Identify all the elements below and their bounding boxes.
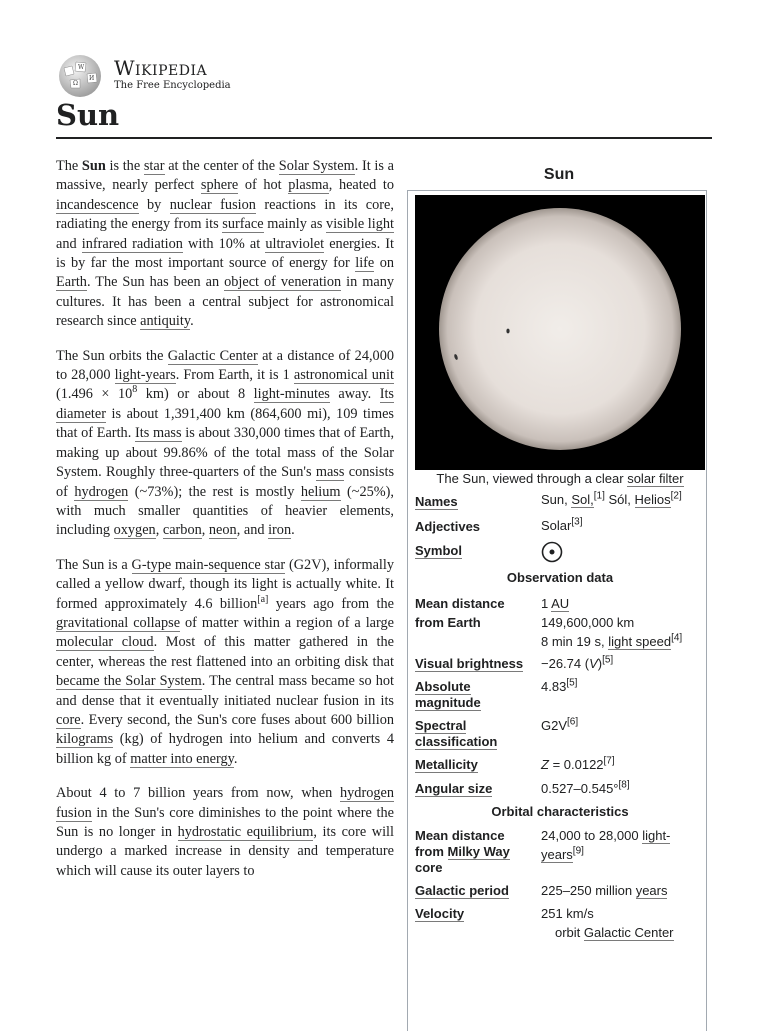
text-run: . From Earth, it is 1 [175, 367, 294, 384]
text-run: , [201, 522, 209, 539]
link-sol[interactable]: Sol, [571, 492, 594, 507]
text-run: in the Sun's core diminishes to the point where the Sun is no longer in [56, 804, 394, 840]
page-title: Sun [56, 98, 120, 132]
solar-filter-link[interactable]: solar filter [627, 471, 684, 486]
text-run: (~73%); the rest is mostly [128, 483, 301, 500]
text-run: The Sun orbits the [56, 347, 168, 364]
link-milky-way[interactable]: Milky Way [447, 844, 510, 859]
image-caption [407, 471, 713, 486]
value-galactic-period: 225–250 million years [541, 883, 668, 898]
label-metallicity[interactable]: Metallicity [415, 757, 478, 772]
article-link[interactable]: sphere [200, 177, 239, 194]
superscript: [a] [257, 593, 269, 605]
svg-text:W: W [78, 64, 85, 71]
text-run: reactions in its core, radiating the energy from its [56, 196, 394, 233]
article-link[interactable]: Its diameter [56, 386, 394, 422]
text-run: is about 330,000 times that of Earth, making up about 99.86% of the total mass of the Solar System. Roughly three-quarters of the Sun's [56, 425, 395, 481]
text-run: of hot [238, 177, 289, 194]
site-tagline: The Free Encyclopedia [114, 80, 231, 91]
caption-text: The Sun, viewed through a clear [436, 471, 628, 486]
label-symbol[interactable]: Symbol [415, 543, 462, 558]
text-run: at a distance of 24,000 to 28,000 [56, 347, 395, 384]
value-velocity: 251 km/s orbit Galactic Center [541, 906, 674, 940]
text-run: at the center of the [164, 158, 279, 174]
observation-data-header: Observation data [506, 570, 614, 585]
text-run: . Every second, the Sun's core fuses about 600 billion [80, 711, 394, 728]
link-au[interactable]: AU [551, 596, 570, 611]
text-run: . The Sun has been an [86, 274, 225, 291]
text-run: (kg) of hydrogen into helium and converts 4 billion kg of [56, 731, 394, 767]
value-mean-distance-mw: 24,000 to 28,000 light- years[9] [541, 828, 671, 862]
value-metallicity: Z = 0.0122[7] [541, 755, 615, 772]
link-light-speed[interactable]: light speed [608, 634, 672, 649]
superscript: 8 [132, 384, 138, 396]
label-velocity[interactable]: Velocity [415, 906, 465, 921]
article-link[interactable]: life [355, 255, 375, 272]
text-run: . [233, 750, 238, 767]
text-run: . [190, 313, 194, 330]
article-link[interactable]: kilograms [56, 731, 114, 748]
link-helios[interactable]: Helios [634, 492, 671, 507]
article-link[interactable]: plasma [288, 177, 329, 194]
value-visual-brightness: −26.74 (V)[5] [541, 654, 614, 671]
text-run: (1.496 × 10 [56, 386, 133, 403]
link-years[interactable]: years [635, 883, 668, 898]
value-spectral: G2V[6] [541, 716, 579, 733]
text-run: with 10% at [182, 235, 266, 252]
text-run: is about 1,391,400 km (864,600 mi), 109 times that of Earth. [56, 405, 394, 442]
text-run: The Sun is a [56, 556, 132, 573]
article-link[interactable]: became the Solar System [56, 673, 202, 690]
article-link[interactable]: gravitational collapse [56, 614, 181, 631]
title-rule [56, 137, 712, 139]
article-link[interactable]: object of veneration [224, 274, 342, 291]
text-run: About 4 to 7 billion years from now, when [56, 785, 340, 802]
label-adjectives: Adjectives [415, 519, 481, 534]
site-header [56, 54, 356, 98]
link-galactic-center[interactable]: Galactic Center [583, 925, 674, 940]
value-names: Sun, Sol,[1] Sól, Helios[2] [541, 490, 682, 507]
article-link[interactable]: star [143, 158, 165, 174]
value-adjectives: Solar[3] [541, 516, 583, 533]
text-run: , and [236, 522, 269, 539]
paragraph-1 [56, 157, 394, 332]
text-run: , heated to [328, 177, 394, 194]
article-link[interactable]: light-years [114, 367, 176, 384]
article-link[interactable]: surface [222, 216, 264, 233]
svg-text:И: И [89, 75, 95, 82]
article-link[interactable]: oxygen [113, 522, 156, 539]
text-run: , its core will undergo a marked increase in density and temperature which will cause its outer layers to [56, 824, 394, 879]
article-link[interactable]: carbon [162, 522, 202, 539]
article-link[interactable]: infrared radiation [81, 235, 183, 252]
link-light-years[interactable]: light- [642, 828, 671, 843]
link-years-mw[interactable]: years [541, 847, 573, 862]
bold-term: Sun [81, 158, 106, 174]
text-run: , [155, 522, 163, 539]
text-run: by [138, 196, 170, 213]
wikipedia-globe-logo[interactable] [56, 54, 104, 98]
label-absolute-magnitude[interactable]: Absolute magnitude [415, 679, 481, 710]
text-run: . The central mass became so hot and dense that it eventually initiated nuclear fusion in its [56, 673, 395, 709]
svg-text:Ω: Ω [73, 80, 78, 87]
text-run: . It is a massive, nearly perfect [56, 158, 394, 194]
label-mean-distance-mw: Mean distance from Milky Way core [415, 828, 510, 875]
article-link[interactable]: neon [208, 522, 237, 539]
article-link[interactable]: Galactic Center [167, 347, 258, 364]
article-body [56, 157, 394, 896]
article-link[interactable]: light-minutes [253, 386, 330, 403]
article-link[interactable]: visible light [326, 216, 394, 233]
text-run: away. [329, 386, 380, 403]
text-run: years ago from the [268, 595, 394, 612]
paragraph-2 [56, 347, 394, 541]
value-absolute-magnitude: 4.83[5] [541, 677, 578, 694]
infobox-title: Sun [543, 166, 575, 183]
sun-photo[interactable] [415, 195, 705, 470]
paragraph-3 [56, 556, 394, 769]
article-link[interactable]: mass [315, 464, 345, 481]
article-link[interactable]: Solar System [278, 158, 355, 174]
article-link[interactable]: astronomical unit [293, 367, 394, 384]
article-link[interactable]: nuclear fusion [169, 196, 256, 213]
article-link[interactable]: incandescence [56, 196, 139, 213]
label-mean-distance-earth: Mean distance from Earth [415, 596, 505, 630]
text-run: of matter within a region of a large [180, 614, 395, 631]
text-run: in many cultures. It has been a central subject for astronomical research since [56, 274, 394, 330]
value-mean-distance-earth: 1 AU 149,600,000 km 8 min 19 s, light speed[4] [541, 596, 683, 649]
value-symbol [541, 543, 711, 568]
text-run: km) or about 8 [137, 386, 254, 403]
article-link[interactable]: antiquity [140, 313, 191, 330]
article-link[interactable]: iron [268, 522, 292, 539]
infobox [406, 160, 712, 1024]
site-wordmark[interactable]: Wikipedia [114, 56, 208, 80]
value-angular-size: 0.527–0.545°[8] [541, 779, 630, 796]
article-link[interactable]: Earth [56, 274, 87, 291]
article-link[interactable]: hydrostatic equilibrium [177, 824, 314, 840]
label-angular-size[interactable]: Angular size [415, 781, 493, 796]
text-run: . Most of this matter gathered in the center, whereas the rest flattened into an orbiting disk that [56, 634, 394, 670]
label-spectral[interactable]: Spectral classification [415, 718, 498, 749]
text-run: energies. It is by far the most important source of energy for [56, 235, 394, 272]
article-link[interactable]: Its mass [134, 425, 182, 442]
article-link[interactable]: G-type main-sequence star [131, 556, 286, 573]
text-run: . [291, 522, 295, 539]
text-run: is the [105, 158, 144, 174]
text-run: and [56, 235, 82, 252]
text-run: consists of [56, 464, 395, 500]
article-link[interactable]: ultraviolet [265, 235, 325, 252]
paragraph-4 [56, 784, 394, 881]
article-link[interactable]: core [56, 711, 81, 728]
article-link[interactable]: hydrogen [74, 483, 129, 500]
text-run: on [374, 255, 394, 272]
article-link[interactable]: matter into energy [130, 750, 234, 767]
label-names: Names [415, 494, 458, 509]
sun-symbol-icon [541, 541, 563, 563]
text-run: mainly as [263, 216, 327, 233]
text-run: (G2V), informally called a yellow dwarf, though its light is actually white. It formed approximately 4.6 billion [56, 556, 395, 612]
article-link[interactable]: hydrogen fusion [56, 785, 394, 821]
text-run: The [56, 158, 82, 174]
article-link[interactable]: molecular cloud [56, 634, 154, 651]
label-visual-brightness[interactable]: Visual brightness [415, 656, 524, 671]
orbital-characteristics-header: Orbital characteristics [491, 804, 629, 819]
label-galactic-period[interactable]: Galactic period [415, 883, 509, 898]
article-link[interactable]: helium [300, 483, 341, 500]
text-run: (~25%), with much smaller quantities of heavier elements, including [56, 483, 394, 539]
